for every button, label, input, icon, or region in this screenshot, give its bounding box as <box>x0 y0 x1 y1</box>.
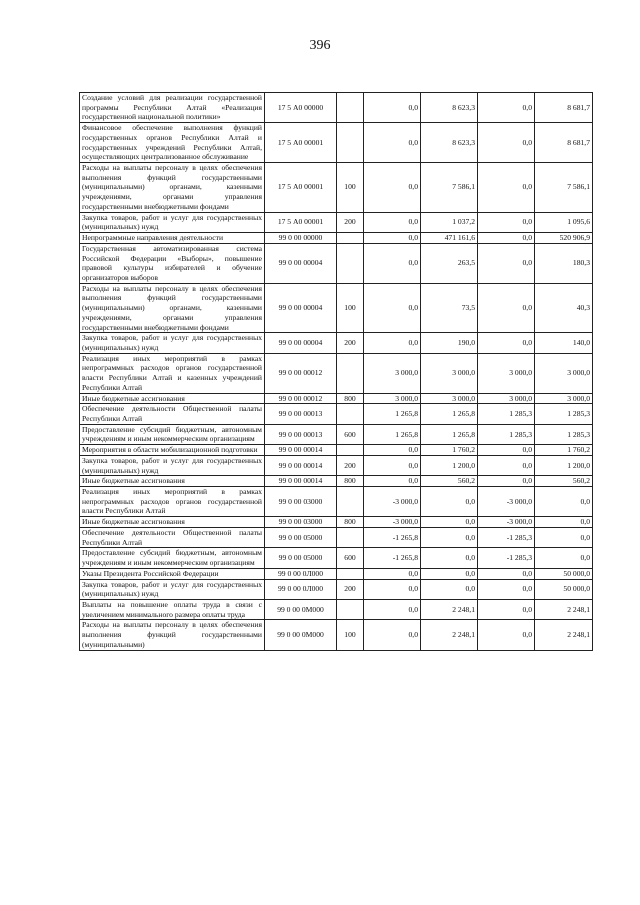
target-code-cell: 99 0 00 00012 <box>265 353 337 393</box>
target-code-cell: 17 5 А0 00001 <box>265 163 337 213</box>
target-code-cell: 99 0 00 00014 <box>265 445 337 456</box>
amount-cell-4: 180,3 <box>535 243 593 283</box>
table-row <box>80 517 593 528</box>
expense-type-cell: 100 <box>337 620 364 650</box>
table-row <box>80 445 593 456</box>
amount-cell-4: 50 000,0 <box>535 579 593 599</box>
table-row <box>80 233 593 244</box>
expense-name-cell: Закупка товаров, работ и услуг для государственных (муниципальных) нужд <box>80 455 265 475</box>
amount-cell-3: 0,0 <box>478 212 535 232</box>
amount-cell-3: 0,0 <box>478 243 535 283</box>
table-row <box>80 527 593 547</box>
table-row <box>80 579 593 599</box>
expense-type-cell: 800 <box>337 476 364 487</box>
amount-cell-2: 0,0 <box>421 517 478 528</box>
table-row <box>80 404 593 424</box>
expense-type-cell <box>337 445 364 456</box>
amount-cell-3: 0,0 <box>478 163 535 213</box>
expense-type-cell <box>337 353 364 393</box>
amount-cell-1: 0,0 <box>364 579 421 599</box>
amount-cell-4: 3 000,0 <box>535 393 593 404</box>
target-code-cell: 99 0 00 05000 <box>265 527 337 547</box>
amount-cell-2: 8 623,3 <box>421 93 478 123</box>
expense-name-cell: Расходы на выплаты персоналу в целях обеспечения выполнения функций государственными (муниципальными) органами, казенными учреждениями, органами управления государственными внебюджетными фондами <box>80 163 265 213</box>
amount-cell-2: 2 248,1 <box>421 599 478 619</box>
expense-type-cell <box>337 404 364 424</box>
amount-cell-4: 7 586,1 <box>535 163 593 213</box>
expense-type-cell <box>337 123 364 163</box>
amount-cell-3: 0,0 <box>478 445 535 456</box>
amount-cell-3: 1 285,3 <box>478 404 535 424</box>
expense-type-cell <box>337 599 364 619</box>
amount-cell-1: 0,0 <box>364 283 421 333</box>
expense-type-cell <box>337 233 364 244</box>
target-code-cell: 99 0 00 00014 <box>265 455 337 475</box>
amount-cell-1: -1 265,8 <box>364 548 421 568</box>
amount-cell-1: 0,0 <box>364 163 421 213</box>
expense-type-cell <box>337 487 364 517</box>
expense-name-cell: Непрограммные направления деятельности <box>80 233 265 244</box>
table-row <box>80 487 593 517</box>
amount-cell-2: 2 248,1 <box>421 620 478 650</box>
amount-cell-4: 1 285,3 <box>535 404 593 424</box>
amount-cell-1: 0,0 <box>364 93 421 123</box>
amount-cell-1: 0,0 <box>364 233 421 244</box>
amount-cell-3: 0,0 <box>478 455 535 475</box>
amount-cell-3: 1 285,3 <box>478 424 535 444</box>
table-row <box>80 283 593 333</box>
budget-table-body <box>80 93 593 651</box>
expense-type-cell: 100 <box>337 283 364 333</box>
amount-cell-3: 0,0 <box>478 568 535 579</box>
amount-cell-2: 1 760,2 <box>421 445 478 456</box>
expense-type-cell <box>337 568 364 579</box>
amount-cell-4: 8 681,7 <box>535 123 593 163</box>
expense-type-cell: 100 <box>337 163 364 213</box>
amount-cell-2: 1 265,8 <box>421 424 478 444</box>
table-row <box>80 393 593 404</box>
target-code-cell: 99 0 00 0Л000 <box>265 568 337 579</box>
amount-cell-4: 1 285,3 <box>535 424 593 444</box>
table-row <box>80 599 593 619</box>
expense-name-cell: Закупка товаров, работ и услуг для государственных (муниципальных) нужд <box>80 212 265 232</box>
expense-type-cell: 800 <box>337 393 364 404</box>
amount-cell-1: -3 000,0 <box>364 487 421 517</box>
amount-cell-4: 0,0 <box>535 517 593 528</box>
table-row <box>80 333 593 353</box>
target-code-cell: 99 0 00 03000 <box>265 487 337 517</box>
amount-cell-1: 0,0 <box>364 243 421 283</box>
expense-name-cell: Обеспечение деятельности Общественной палаты Республики Алтай <box>80 404 265 424</box>
amount-cell-3: -3 000,0 <box>478 517 535 528</box>
expense-name-cell: Иные бюджетные ассигнования <box>80 393 265 404</box>
target-code-cell: 99 0 00 00014 <box>265 476 337 487</box>
table-row <box>80 123 593 163</box>
expense-name-cell: Государственная автоматизированная система Российской Федерации «Выборы», повышение правовой культуры избирателей и обучение организаторов выборов <box>80 243 265 283</box>
amount-cell-4: 0,0 <box>535 548 593 568</box>
amount-cell-1: 0,0 <box>364 123 421 163</box>
amount-cell-2: 7 586,1 <box>421 163 478 213</box>
amount-cell-2: 3 000,0 <box>421 353 478 393</box>
amount-cell-4: 0,0 <box>535 487 593 517</box>
target-code-cell: 17 5 А0 00001 <box>265 212 337 232</box>
amount-cell-3: 0,0 <box>478 620 535 650</box>
expense-name-cell: Предоставление субсидий бюджетным, автономным учреждениям и иным некоммерческим организациям <box>80 548 265 568</box>
expense-name-cell: Расходы на выплаты персоналу в целях обеспечения выполнения функций государственными (муниципальными) <box>80 620 265 650</box>
amount-cell-4: 2 248,1 <box>535 599 593 619</box>
amount-cell-2: 560,2 <box>421 476 478 487</box>
table-row <box>80 455 593 475</box>
expense-type-cell: 200 <box>337 579 364 599</box>
expense-type-cell: 600 <box>337 424 364 444</box>
amount-cell-2: 1 200,0 <box>421 455 478 475</box>
expense-name-cell: Расходы на выплаты персоналу в целях обеспечения выполнения функций государственными (муниципальными) органами, казенными учреждениями, органами управления государственными внебюджетными фондами <box>80 283 265 333</box>
amount-cell-3: 0,0 <box>478 283 535 333</box>
amount-cell-2: 8 623,3 <box>421 123 478 163</box>
target-code-cell: 99 0 00 0М000 <box>265 620 337 650</box>
amount-cell-1: 0,0 <box>364 476 421 487</box>
expense-type-cell: 800 <box>337 517 364 528</box>
amount-cell-4: 1 095,6 <box>535 212 593 232</box>
amount-cell-4: 140,0 <box>535 333 593 353</box>
expense-name-cell: Закупка товаров, работ и услуг для государственных (муниципальных) нужд <box>80 579 265 599</box>
target-code-cell: 99 0 00 00013 <box>265 404 337 424</box>
expense-type-cell: 200 <box>337 333 364 353</box>
target-code-cell: 99 0 00 00004 <box>265 333 337 353</box>
amount-cell-2: 0,0 <box>421 548 478 568</box>
amount-cell-1: 0,0 <box>364 333 421 353</box>
expense-type-cell <box>337 93 364 123</box>
table-row <box>80 568 593 579</box>
expense-name-cell: Финансовое обеспечение выполнения функций государственных органов Республики Алтай и государственных учреждений Республики Алтай, осуществляющих централизованное обслуживание <box>80 123 265 163</box>
amount-cell-1: 0,0 <box>364 620 421 650</box>
table-row <box>80 93 593 123</box>
amount-cell-1: 0,0 <box>364 599 421 619</box>
expense-type-cell <box>337 527 364 547</box>
amount-cell-2: 73,5 <box>421 283 478 333</box>
amount-cell-2: 0,0 <box>421 579 478 599</box>
amount-cell-1: -3 000,0 <box>364 517 421 528</box>
amount-cell-2: 3 000,0 <box>421 393 478 404</box>
table-row <box>80 212 593 232</box>
amount-cell-4: 560,2 <box>535 476 593 487</box>
expense-type-cell <box>337 243 364 283</box>
table-row <box>80 620 593 650</box>
amount-cell-2: 263,5 <box>421 243 478 283</box>
amount-cell-1: 3 000,0 <box>364 393 421 404</box>
target-code-cell: 99 0 00 03000 <box>265 517 337 528</box>
budget-table <box>79 92 593 651</box>
expense-name-cell: Закупка товаров, работ и услуг для государственных (муниципальных) нужд <box>80 333 265 353</box>
expense-name-cell: Создание условий для реализации государственной программы Республики Алтай «Реализация государственной национальной политики» <box>80 93 265 123</box>
amount-cell-4: 2 248,1 <box>535 620 593 650</box>
amount-cell-4: 520 906,9 <box>535 233 593 244</box>
amount-cell-3: -1 285,3 <box>478 548 535 568</box>
table-row <box>80 353 593 393</box>
target-code-cell: 99 0 00 00012 <box>265 393 337 404</box>
amount-cell-2: 0,0 <box>421 527 478 547</box>
amount-cell-3: 0,0 <box>478 123 535 163</box>
amount-cell-1: 0,0 <box>364 568 421 579</box>
target-code-cell: 99 0 00 00013 <box>265 424 337 444</box>
target-code-cell: 99 0 00 00000 <box>265 233 337 244</box>
amount-cell-3: 0,0 <box>478 333 535 353</box>
amount-cell-1: 0,0 <box>364 445 421 456</box>
amount-cell-4: 50 000,0 <box>535 568 593 579</box>
amount-cell-1: 3 000,0 <box>364 353 421 393</box>
table-row <box>80 424 593 444</box>
amount-cell-4: 1 200,0 <box>535 455 593 475</box>
amount-cell-2: 190,0 <box>421 333 478 353</box>
expense-name-cell: Выплаты на повышение оплаты труда в связи с увеличением минимального размера оплаты труда <box>80 599 265 619</box>
target-code-cell: 99 0 00 0М000 <box>265 599 337 619</box>
amount-cell-3: 3 000,0 <box>478 393 535 404</box>
amount-cell-1: 0,0 <box>364 455 421 475</box>
amount-cell-1: 1 265,8 <box>364 424 421 444</box>
expense-name-cell: Иные бюджетные ассигнования <box>80 517 265 528</box>
expense-name-cell: Указы Президента Российской Федерации <box>80 568 265 579</box>
amount-cell-4: 0,0 <box>535 527 593 547</box>
amount-cell-4: 40,3 <box>535 283 593 333</box>
expense-name-cell: Реализация иных мероприятий в рамках непрограммных расходов органов государственной власти Республики Алтай и казенных учреждений Республики Алтай <box>80 353 265 393</box>
target-code-cell: 99 0 00 00004 <box>265 243 337 283</box>
table-row <box>80 163 593 213</box>
expense-name-cell: Иные бюджетные ассигнования <box>80 476 265 487</box>
expense-name-cell: Предоставление субсидий бюджетным, автономным учреждениям и иным некоммерческим организациям <box>80 424 265 444</box>
expense-type-cell: 200 <box>337 455 364 475</box>
expense-type-cell: 600 <box>337 548 364 568</box>
amount-cell-2: 471 161,6 <box>421 233 478 244</box>
amount-cell-3: -1 285,3 <box>478 527 535 547</box>
table-row <box>80 476 593 487</box>
amount-cell-2: 0,0 <box>421 568 478 579</box>
amount-cell-4: 8 681,7 <box>535 93 593 123</box>
amount-cell-3: 3 000,0 <box>478 353 535 393</box>
amount-cell-2: 1 265,8 <box>421 404 478 424</box>
amount-cell-1: 1 265,8 <box>364 404 421 424</box>
amount-cell-4: 3 000,0 <box>535 353 593 393</box>
amount-cell-3: 0,0 <box>478 233 535 244</box>
expense-type-cell: 200 <box>337 212 364 232</box>
amount-cell-2: 1 037,2 <box>421 212 478 232</box>
amount-cell-2: 0,0 <box>421 487 478 517</box>
expense-name-cell: Мероприятия в области мобилизационной подготовки <box>80 445 265 456</box>
page-number: 396 <box>309 38 331 53</box>
expense-name-cell: Реализация иных мероприятий в рамках непрограммных расходов органов государственной власти Республики Алтай <box>80 487 265 517</box>
target-code-cell: 17 5 А0 00001 <box>265 123 337 163</box>
target-code-cell: 99 0 00 05000 <box>265 548 337 568</box>
expense-name-cell: Обеспечение деятельности Общественной палаты Республики Алтай <box>80 527 265 547</box>
amount-cell-3: 0,0 <box>478 476 535 487</box>
amount-cell-1: 0,0 <box>364 212 421 232</box>
amount-cell-3: 0,0 <box>478 599 535 619</box>
amount-cell-3: -3 000,0 <box>478 487 535 517</box>
amount-cell-4: 1 760,2 <box>535 445 593 456</box>
amount-cell-3: 0,0 <box>478 93 535 123</box>
target-code-cell: 99 0 00 00004 <box>265 283 337 333</box>
target-code-cell: 17 5 А0 00000 <box>265 93 337 123</box>
amount-cell-3: 0,0 <box>478 579 535 599</box>
target-code-cell: 99 0 00 0Л000 <box>265 579 337 599</box>
amount-cell-1: -1 265,8 <box>364 527 421 547</box>
table-row <box>80 548 593 568</box>
table-row <box>80 243 593 283</box>
